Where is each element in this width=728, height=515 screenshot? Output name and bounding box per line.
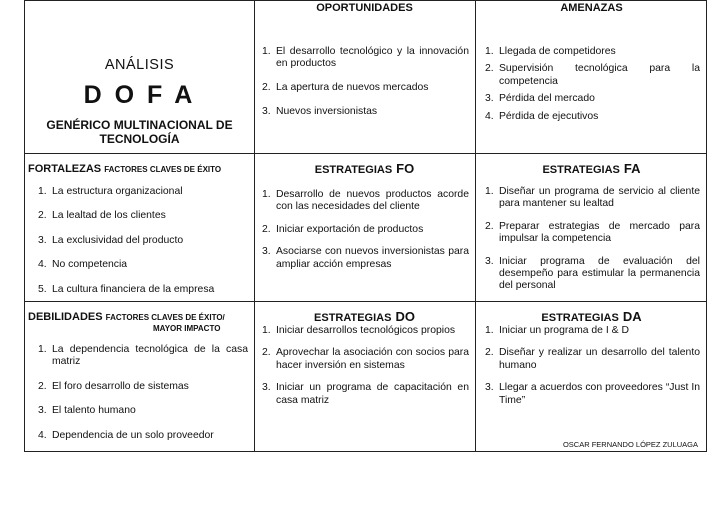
amenazas-list xyxy=(485,46,700,123)
analysis-subtitle-line2: TECNOLOGÍA xyxy=(99,132,180,146)
list-item-number: 3. xyxy=(485,93,494,105)
list-item-text: Asociarse con nuevos inversionistas para ampliar acción empresas xyxy=(276,246,469,270)
list-item-number: 1. xyxy=(38,186,47,197)
fortalezas-subtitle: FACTORES CLAVES DE ÉXITO xyxy=(104,165,222,174)
dofa-matrix xyxy=(24,0,707,452)
list-item xyxy=(262,82,469,94)
list-item-number: 2. xyxy=(485,63,494,75)
list-item-number: 1. xyxy=(262,189,271,200)
list-item-text: No competencia xyxy=(52,259,128,271)
fortalezas-title: FORTALEZAS xyxy=(28,163,102,175)
list-item-text: Desarrollo de nuevos productos acorde con las necesidades del cliente xyxy=(276,189,469,213)
debilidades-subtitle-2: MAYOR IMPACTO xyxy=(153,324,221,333)
list-item xyxy=(38,259,248,271)
list-item-text: Iniciar desarrollos tecnológicos propios xyxy=(276,325,456,336)
estrategias-fo-list xyxy=(262,189,469,271)
list-item-number: 1. xyxy=(485,46,494,57)
list-item-number: 2. xyxy=(485,220,494,232)
list-item xyxy=(38,405,248,417)
list-item-number: 5. xyxy=(38,283,47,295)
divider-horizontal-2 xyxy=(25,301,706,302)
list-item-text: Nuevos inversionistas xyxy=(276,106,378,118)
list-item-number: 4. xyxy=(38,429,47,441)
list-item-number: 1. xyxy=(38,344,47,355)
list-item xyxy=(38,430,248,442)
amenazas-header: AMENAZAS xyxy=(560,2,623,14)
list-item xyxy=(262,325,469,337)
list-item-text: Aprovechar la asociación con socios para hacer inversión en sistemas xyxy=(276,347,469,371)
list-item xyxy=(38,235,248,247)
list-item-number: 3. xyxy=(38,405,47,417)
list-item-number: 2. xyxy=(485,347,494,359)
divider-vertical-1 xyxy=(254,1,255,451)
list-item-text: Supervisión tecnológica para la competencia xyxy=(499,63,700,87)
list-item xyxy=(262,246,469,271)
list-item xyxy=(485,46,700,58)
list-item-text: El desarrollo tecnológico y la innovación en productos xyxy=(276,46,469,70)
list-item xyxy=(485,111,700,123)
divider-horizontal-1 xyxy=(25,153,706,154)
list-item-text: Iniciar un programa de capacitación en casa matriz xyxy=(276,382,469,406)
list-item-text: La exclusividad del producto xyxy=(52,234,184,246)
list-item-number: 4. xyxy=(38,259,47,271)
da-label: DA xyxy=(622,309,642,324)
list-item-number: 2. xyxy=(262,347,271,359)
list-item-text: La cultura financiera de la empresa xyxy=(52,283,215,295)
list-item-number: 2. xyxy=(38,210,47,222)
estrategias-do-list xyxy=(262,325,469,407)
list-item-number: 3. xyxy=(485,255,494,267)
list-item-number: 2. xyxy=(38,380,47,392)
list-item-text: La apertura de nuevos mercados xyxy=(276,81,429,93)
list-item xyxy=(485,93,700,105)
fo-label: FO xyxy=(396,161,415,176)
list-item-text: Pérdida del mercado xyxy=(499,93,595,105)
list-item-number: 3. xyxy=(38,234,47,246)
author-signature: OSCAR FERNANDO LÓPEZ ZULUAGA xyxy=(562,440,698,449)
list-item xyxy=(485,221,700,246)
list-item xyxy=(38,381,248,393)
list-item xyxy=(485,186,700,211)
list-item-number: 3. xyxy=(262,246,271,258)
list-item xyxy=(38,210,248,222)
list-item-text: La estructura organizacional xyxy=(52,186,183,197)
list-item xyxy=(485,325,700,337)
debilidades-list xyxy=(38,344,248,442)
analysis-subtitle-line1: GENÉRICO MULTINACIONAL DE xyxy=(46,118,233,132)
list-item-number: 1. xyxy=(485,325,494,336)
analysis-title-cell xyxy=(25,1,254,153)
list-item-number: 3. xyxy=(262,382,271,394)
list-item xyxy=(38,186,248,198)
divider-vertical-2 xyxy=(475,1,476,451)
list-item-text: Iniciar exportación de productos xyxy=(276,223,424,235)
list-item-text: Dependencia de un solo proveedor xyxy=(52,429,214,441)
list-item-number: 3. xyxy=(262,106,271,118)
list-item-text: Diseñar un programa de servicio al cliente para mantener su lealtad xyxy=(499,186,700,210)
list-item-number: 1. xyxy=(262,46,271,57)
list-item xyxy=(38,284,248,296)
fa-label: FA xyxy=(623,161,641,176)
estrategias-da-list xyxy=(485,325,700,407)
analysis-title: ANÁLISIS xyxy=(104,57,175,73)
list-item-text: Llegar a acuerdos con proveedores “Just In Time” xyxy=(499,382,700,406)
list-item xyxy=(262,46,469,71)
oportunidades-list xyxy=(262,46,469,119)
list-item xyxy=(262,224,469,236)
list-item xyxy=(262,382,469,407)
list-item-text: Iniciar un programa de I & D xyxy=(499,325,629,336)
list-item-number: 2. xyxy=(262,223,271,235)
list-item xyxy=(262,347,469,372)
oportunidades-header: OPORTUNIDADES xyxy=(316,2,413,14)
estrategias-da-label: ESTRATEGIAS xyxy=(541,312,619,324)
list-item-text: El foro desarrollo de sistemas xyxy=(52,380,189,392)
debilidades-subtitle-1: FACTORES CLAVES DE ÉXITO/ xyxy=(105,313,225,322)
list-item xyxy=(485,256,700,293)
list-item-text: Pérdida de ejecutivos xyxy=(499,110,599,122)
list-item-text: Llegada de competidores xyxy=(499,46,616,57)
list-item-text: Diseñar y realizar un desarrollo del talento humano xyxy=(499,347,700,371)
list-item-text: Preparar estrategias de mercado para impulsar la competencia xyxy=(499,220,700,245)
list-item xyxy=(485,63,700,88)
list-item xyxy=(485,382,700,407)
estrategias-fo-header xyxy=(254,161,475,176)
do-label: DO xyxy=(395,309,415,324)
estrategias-fo-label: ESTRATEGIAS xyxy=(314,164,393,176)
list-item-number: 1. xyxy=(262,325,271,336)
debilidades-header xyxy=(28,311,225,323)
list-item-text: Iniciar programa de evaluación del desempeño para estimular la permanencia del personal xyxy=(499,255,700,292)
fortalezas-header xyxy=(28,163,221,175)
estrategias-da-header xyxy=(475,309,708,324)
list-item xyxy=(38,344,248,369)
estrategias-fa-list xyxy=(485,186,700,293)
debilidades-title: DEBILIDADES xyxy=(28,311,103,323)
list-item-text: La dependencia tecnológica de la casa matriz xyxy=(52,344,248,368)
estrategias-fa-header xyxy=(475,161,708,176)
list-item xyxy=(485,347,700,372)
list-item-text: El talento humano xyxy=(52,405,136,417)
list-item-number: 4. xyxy=(485,110,494,122)
estrategias-do-header xyxy=(254,309,475,324)
estrategias-fa-label: ESTRATEGIAS xyxy=(542,164,620,176)
list-item-number: 1. xyxy=(485,186,494,197)
list-item xyxy=(262,106,469,118)
estrategias-do-label: ESTRATEGIAS xyxy=(314,312,392,324)
list-item-number: 2. xyxy=(262,81,271,93)
list-item xyxy=(262,189,469,214)
fortalezas-list xyxy=(38,186,248,296)
dofa-title: D O F A xyxy=(83,81,196,109)
list-item-text: La lealtad de los clientes xyxy=(52,210,166,222)
list-item-number: 3. xyxy=(485,382,494,394)
